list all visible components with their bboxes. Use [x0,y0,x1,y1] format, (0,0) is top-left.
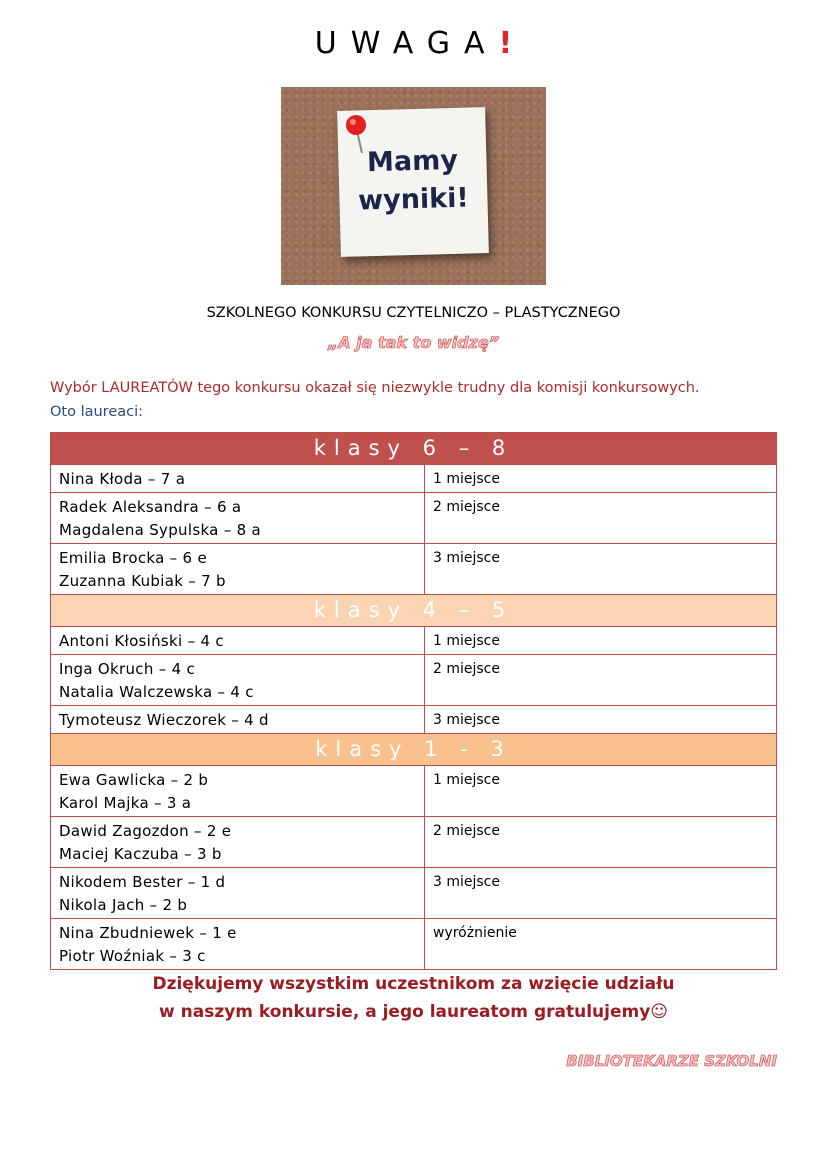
winner-names: Dawid Zagozdon – 2 e Maciej Kaczuba – 3 b [51,817,425,868]
winner-names: Nina Zbudniewek – 1 e Piotr Woźniak – 3 c [51,919,425,970]
table-row [51,868,777,919]
contest-subtitle: SZKOLNEGO KONKURSU CZYTELNICZO – PLASTYCZNEGO [206,305,621,321]
table-row [51,919,777,970]
intro-text [50,376,790,424]
group-header-4-5 [51,595,777,627]
winner-place: 3 miejsce [425,706,777,734]
winner-names: Inga Okruch – 4 c Natalia Walczewska – 4 c [51,655,425,706]
winner-place: 3 miejsce [425,544,777,595]
winner-place: 1 miejsce [425,766,777,817]
group-label: klasy 1 - 3 [51,734,777,766]
group-header-6-8 [51,433,777,465]
contest-name: „A ja tak to widzę” [327,333,500,352]
table-row [51,493,777,544]
intro-line-2: Oto laureaci: [50,404,144,420]
winner-names: Tymoteusz Wieczorek – 4 d [51,706,425,734]
cork-board-photo [281,87,546,285]
table-row [51,817,777,868]
note-text: Mamy wyniki! [357,144,470,217]
group-label: klasy 6 – 8 [51,433,777,465]
push-pin-icon [345,113,371,157]
table-row [51,544,777,595]
table-row [51,627,777,655]
winner-names: Radek Aleksandra – 6 a Magdalena Sypulska – 8 a [51,493,425,544]
winner-names: Emilia Brocka – 6 e Zuzanna Kubiak – 7 b [51,544,425,595]
page-title [0,26,827,61]
title-text: UWAGA [314,26,499,61]
winners-table [50,432,777,970]
table-row [51,655,777,706]
winner-place: 3 miejsce [425,868,777,919]
winner-place: 1 miejsce [425,627,777,655]
winner-place: wyróżnienie [425,919,777,970]
title-exclamation: ! [498,26,513,61]
winner-place: 2 miejsce [425,655,777,706]
group-label: klasy 4 – 5 [51,595,777,627]
table-row [51,465,777,493]
signature: BIBLIOTEKARZE SZKOLNI [566,1052,777,1070]
intro-line-1: Wybór LAUREATÓW tego konkursu okazał się niezwykle trudny dla komisji konkursowych. [50,380,700,396]
winner-place: 2 miejsce [425,493,777,544]
winner-names: Ewa Gawlicka – 2 b Karol Majka – 3 a [51,766,425,817]
winner-place: 1 miejsce [425,465,777,493]
thank-you-message: Dziękujemy wszystkim uczestnikom za wzięcie udziału w naszym konkursie, a jego laureatom gratulujemy☺ [152,974,675,1022]
group-header-1-3 [51,734,777,766]
table-row [51,766,777,817]
table-row [51,706,777,734]
winner-names: Antoni Kłosiński – 4 c [51,627,425,655]
winner-names: Nikodem Bester – 1 d Nikola Jach – 2 b [51,868,425,919]
winner-place: 2 miejsce [425,817,777,868]
winner-names: Nina Kłoda – 7 a [51,465,425,493]
